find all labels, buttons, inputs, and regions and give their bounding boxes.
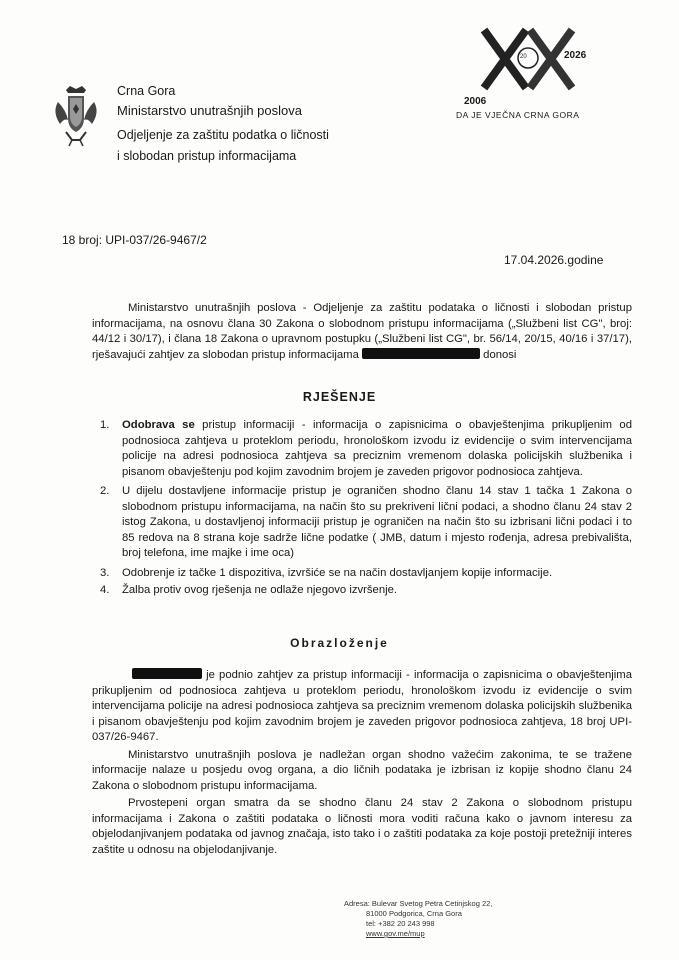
reasoning-paragraph-1: [92, 668, 632, 746]
item-text: Žalba protiv ovog rješenja ne odlaže njegovo izvršenje.: [122, 584, 398, 596]
item-number: 3.: [100, 566, 110, 579]
item-number: 1.: [100, 419, 110, 431]
item-number: 4.: [100, 584, 110, 596]
reference-number: 18 broj: UPI-037/26-9467/2: [62, 233, 207, 247]
item-text: Odobrenje iz tačke 1 dispozitiva, izvršiće se na način dostavljanjem kopije informacije.: [122, 566, 553, 579]
redaction-block: [362, 348, 480, 359]
item-text: pristup informaciji - informacija o zapisnicima o obavještenjima prikupljenim od podnosioca zahtjeva u proteklom periodu, hronološkom izvodu iz evidencije o svim intervencijama policije na adresi podnosioca zahtjeva sa preciznim vremenom dolaska policijskih službenika i pisanom obavještenju pod kojim zavodnim brojem je zaveden prigovor podnosioca zahtjeva.: [122, 419, 632, 478]
redaction-block: [132, 668, 202, 679]
jubilee-logo: [456, 20, 630, 120]
reasoning-p1-text: je podnio zahtjev za pristup informaciji - informacija o zapisnicima o obavještenjima prikupljenim od podnosioca zahtjeva u proteklom periodu, hronološkom izvodu iz evidencije o svim intervencijama policije na adresi podnosioca zahtjeva sa preciznim vremenom dolaska policijskih službenika i pisanom obavještenju pod kojim zavodnim brojem je zaveden prigovor podnosioca zahtjeva, 18 broj UPI-037/26-9467.: [92, 669, 632, 743]
item-bold-text: Odobrava se: [122, 419, 195, 431]
jubilee-year-end: 2026: [564, 50, 587, 61]
reasoning-paragraph-2: Ministarstvo unutrašnjih poslova je nadležan organ shodno važećim zakonima, te se tražene informacije nalaze u posjedu ovog organa, a dio ličnih podataka je izbrisan iz kopije shodno članu 24 Zakona o slobodnom pristupu informacijama.: [92, 748, 632, 792]
decision-title: RJEŠENJE: [302, 390, 377, 404]
intro-text: Ministarstvo unutrašnjih poslova - Odjeljenje za zaštitu podataka o ličnosti i slobodan pristup informacijama, na osnovu člana 30 Zakona o slobodnom pristupu informacijama („Službeni list CG", broj: 44/12 i 30/17), i člana 18 Zakona o upravnom postupku („Službeni list CG", br. 56/14, 20/15, 40/16 i 37/17), rješavajući zahtjev za slobodan pristup informacijama: [92, 302, 632, 361]
reasoning-paragraph-3: Prvostepeni organ smatra da se shodno članu 24 stav 2 Zakona o slobodnom pristupu informacijama i Zakona o zaštiti podataka o ličnosti mora voditi računa kako o javnom interesu za objelodanjivanjem podataka od javnog značaja, isto tako i o zaštiti podataka za koje postoji pretežniji interes zaštite u odnosu na objelodanjivanje.: [92, 797, 632, 856]
footer-address-block: [344, 899, 524, 939]
decision-items: [100, 418, 632, 599]
footer-city: 81000 Podgorica, Crna Gora: [366, 909, 462, 918]
jubilee-year-start: 2006: [464, 96, 487, 107]
jubilee-slogan: DA JE VJEČNA CRNA GORA: [456, 110, 580, 120]
intro-paragraph: [92, 301, 632, 363]
coat-of-arms-icon: [52, 84, 100, 148]
header-department-line2: i slobodan pristup informacijama: [117, 149, 297, 163]
document-date: 17.04.2026.godine: [504, 253, 604, 267]
footer-phone: tel: +382 20 243 998: [366, 919, 435, 928]
decision-item-3: [100, 566, 632, 582]
jubilee-center: 20: [520, 54, 527, 60]
intro-donosi: donosi: [483, 348, 517, 361]
footer-address: Adresa: Bulevar Svetog Petra Cetinjskog 22,: [344, 899, 493, 908]
decision-item-1: [100, 418, 632, 480]
reasoning-title: Obrazloženje: [290, 636, 389, 650]
decision-item-2: [100, 484, 632, 562]
footer-web-link[interactable]: www.gov.me/mup: [366, 929, 425, 938]
header-country: Crna Gora: [117, 84, 176, 98]
item-number: 2.: [100, 485, 110, 497]
jubilee-emblem-icon: [470, 20, 630, 120]
header-department-line1: Odjeljenje za zaštitu podatka o ličnosti: [117, 128, 329, 142]
header-ministry: Ministarstvo unutrašnjih poslova: [117, 103, 302, 118]
reasoning-section: [92, 668, 632, 858]
item-text: U dijelu dostavljene informacije pristup je ograničen shodno članu 14 stav 1 tačka 1 Zakona o slobodnom pristupu informacijama, na način što su prekriveni lični podaci, a shodno članu 24 stav 2 istog Zakona, u dostavljenoj informaciji pristup je ograničen na način što su izbrisani lični podaci i to 85 redova na 8 strana koje sadrže lične podatke ( JMB, datum i mjesto rođenja, adresa prebivališta, broj telefona, ime majke i ime oca): [122, 485, 632, 559]
decision-item-4: [100, 583, 632, 599]
